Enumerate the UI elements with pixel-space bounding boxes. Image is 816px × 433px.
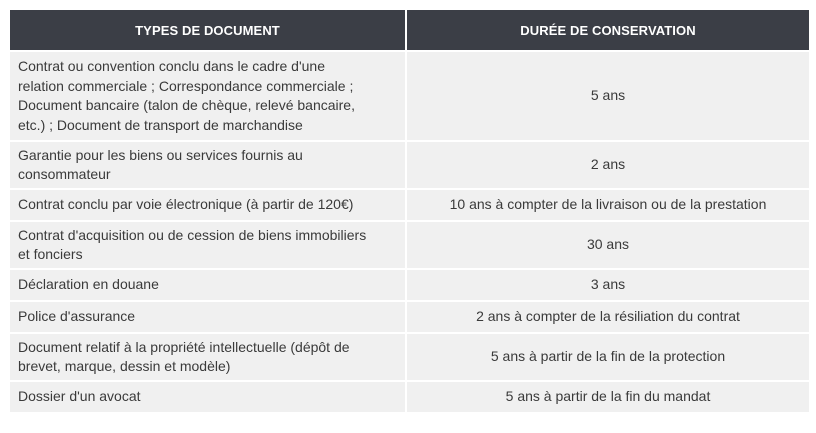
document-type-cell bbox=[10, 268, 407, 300]
document-type-line: Contrat ou convention conclu dans le cadre d'une bbox=[18, 58, 325, 74]
document-type-line: Garantie pour les biens ou services fournis au bbox=[18, 146, 303, 163]
document-type-cell bbox=[10, 188, 407, 220]
table-row bbox=[10, 220, 809, 268]
table-row bbox=[10, 140, 809, 188]
retention-duration-cell: 5 ans à partir de la fin du mandat bbox=[407, 380, 809, 412]
table-header-row bbox=[10, 10, 809, 50]
retention-table bbox=[10, 10, 809, 412]
table-row bbox=[10, 268, 809, 300]
header-document-type: TYPES DE DOCUMENT bbox=[10, 10, 407, 50]
table-row bbox=[10, 380, 809, 412]
retention-table-container bbox=[10, 10, 809, 412]
document-type-line: Dossier d'un avocat bbox=[18, 388, 141, 405]
retention-duration-cell: 5 ans bbox=[407, 50, 809, 140]
document-type-line: consommateur bbox=[18, 166, 111, 182]
table-row bbox=[10, 300, 809, 332]
retention-duration-cell: 3 ans bbox=[407, 268, 809, 300]
document-type-line: Déclaration en douane bbox=[18, 276, 159, 293]
document-type-line: relation commerciale ; Correspondance commerciale ; bbox=[18, 77, 354, 94]
document-type-line: Contrat conclu par voie électronique (à partir de 120€) bbox=[18, 196, 354, 213]
document-type-cell bbox=[10, 332, 407, 380]
table-row bbox=[10, 50, 809, 140]
document-type-line: Document bancaire (talon de chèque, relevé bancaire, bbox=[18, 97, 355, 113]
document-type-line: Document relatif à la propriété intellectuelle (dépôt de bbox=[18, 338, 350, 355]
header-retention-duration: DURÉE DE CONSERVATION bbox=[407, 10, 809, 50]
document-type-cell bbox=[10, 380, 407, 412]
document-type-line: brevet, marque, dessin et modèle) bbox=[18, 358, 231, 374]
document-type-cell bbox=[10, 50, 407, 140]
document-type-line: Contrat d'acquisition ou de cession de biens immobiliers bbox=[18, 226, 367, 243]
retention-duration-cell: 2 ans bbox=[407, 140, 809, 188]
table-row bbox=[10, 188, 809, 220]
retention-duration-cell: 10 ans à compter de la livraison ou de la prestation bbox=[407, 188, 809, 220]
document-type-line: Police d'assurance bbox=[18, 308, 136, 325]
retention-duration-cell: 30 ans bbox=[407, 220, 809, 268]
document-type-cell bbox=[10, 140, 407, 188]
document-type-line: etc.) ; Document de transport de marchandise bbox=[18, 116, 303, 133]
retention-duration-cell: 5 ans à partir de la fin de la protection bbox=[407, 332, 809, 380]
retention-duration-cell: 2 ans à compter de la résiliation du contrat bbox=[407, 300, 809, 332]
document-type-cell bbox=[10, 220, 407, 268]
table-row bbox=[10, 332, 809, 380]
document-type-cell bbox=[10, 300, 407, 332]
document-type-line: et fonciers bbox=[18, 246, 83, 262]
